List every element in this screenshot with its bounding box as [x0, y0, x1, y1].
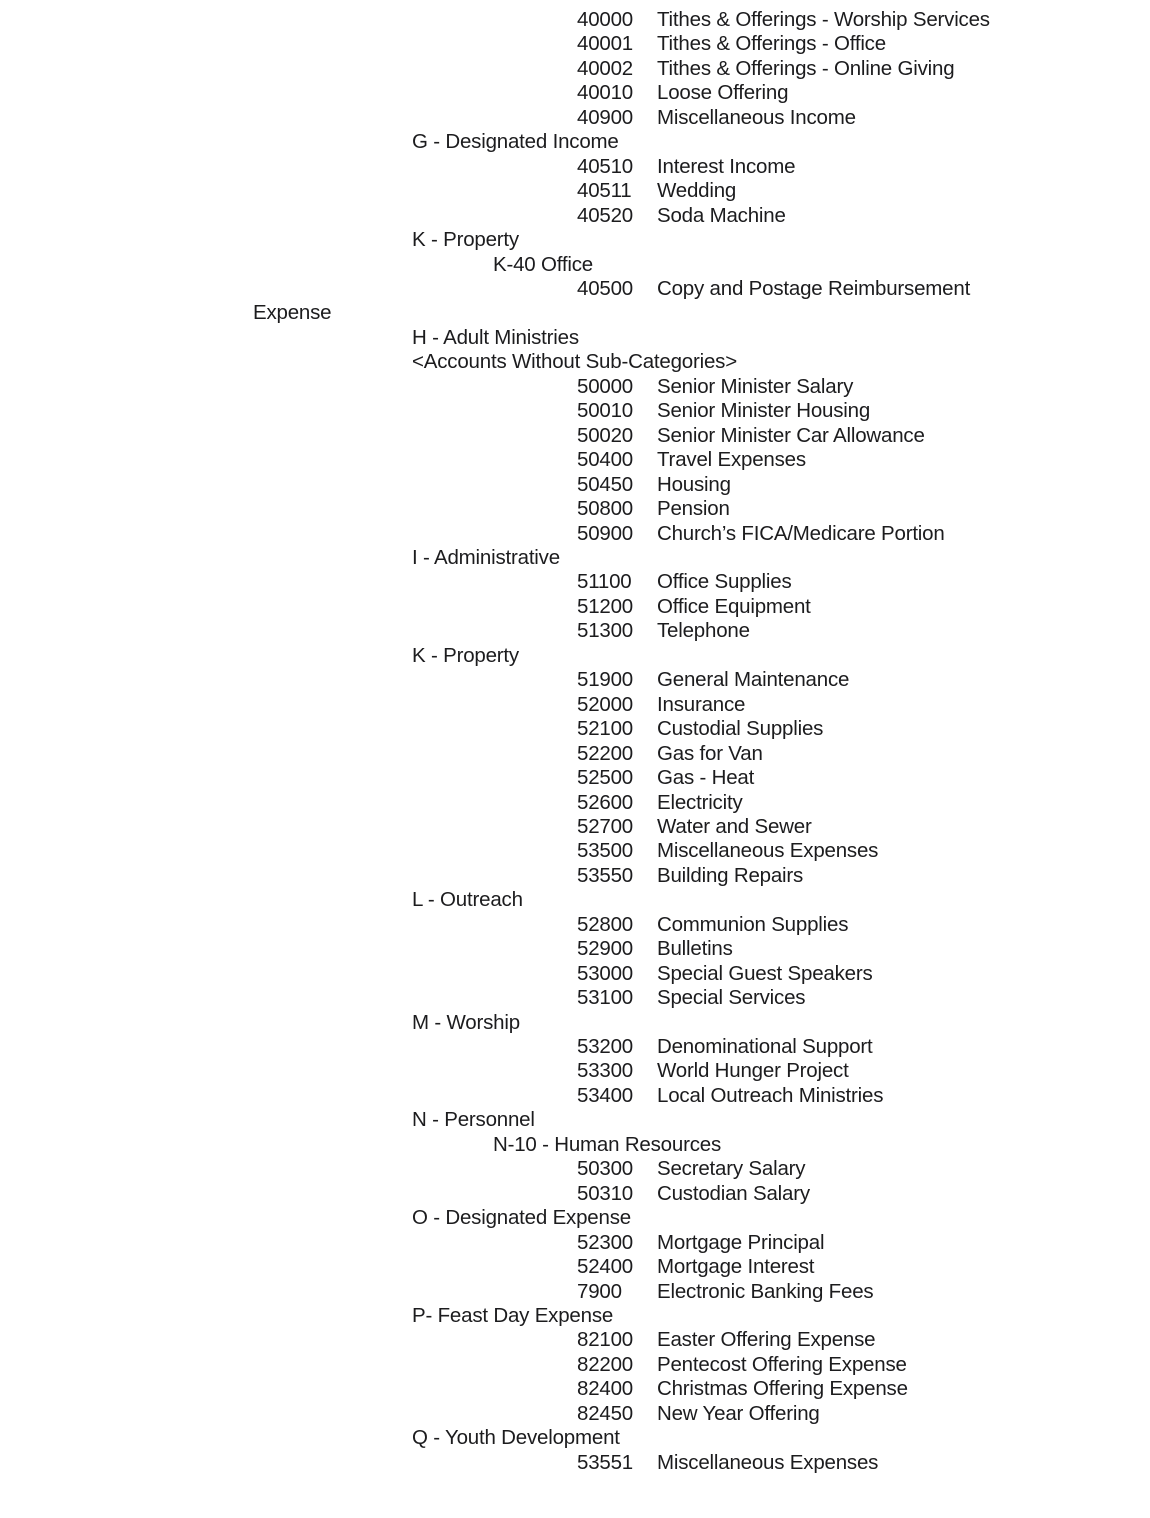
account-name: Electronic Banking Fees — [657, 1279, 874, 1303]
account-row — [0, 179, 1150, 203]
account-row — [0, 1402, 1150, 1426]
account-code: 50400 — [577, 448, 634, 472]
account-row — [0, 962, 1150, 986]
account-name: New Year Offering — [657, 1401, 820, 1425]
account-name: Tithes & Offerings - Online Giving — [657, 56, 955, 80]
account-code: 53300 — [577, 1059, 634, 1083]
account-row — [0, 1059, 1150, 1083]
account-row — [0, 277, 1150, 301]
account-name: Travel Expenses — [657, 448, 806, 472]
account-row — [0, 1035, 1150, 1059]
account-code: 53100 — [577, 986, 634, 1010]
account-name: Office Equipment — [657, 594, 811, 618]
account-row — [0, 1328, 1150, 1352]
account-code: 50000 — [577, 374, 634, 398]
account-name: Copy and Postage Reimbursement — [657, 276, 971, 300]
account-row — [0, 1255, 1150, 1279]
account-name: Denominational Support — [657, 1035, 873, 1059]
category-row — [0, 888, 1150, 912]
account-row — [0, 815, 1150, 839]
account-name: Gas - Heat — [657, 766, 755, 790]
account-name: Tithes & Offerings - Office — [657, 32, 886, 56]
account-code: 53500 — [577, 839, 634, 863]
account-list — [0, 8, 1150, 1475]
account-code: 51900 — [577, 668, 634, 692]
account-row — [0, 497, 1150, 521]
category-row — [0, 1426, 1150, 1450]
account-name: Interest Income — [657, 154, 796, 178]
account-code: 52900 — [577, 937, 634, 961]
subcategory-row — [0, 1133, 1150, 1157]
account-row — [0, 8, 1150, 32]
category-row — [0, 1108, 1150, 1132]
account-name: Electricity — [657, 790, 743, 814]
account-name: Custodial Supplies — [657, 717, 824, 741]
account-code: 52500 — [577, 766, 634, 790]
category-label: P- Feast Day Expense — [412, 1304, 614, 1328]
section-label: Expense — [253, 301, 332, 325]
account-code: 53000 — [577, 961, 634, 985]
account-code: 52800 — [577, 912, 634, 936]
account-name: Miscellaneous Income — [657, 105, 856, 129]
account-code: 40511 — [577, 179, 632, 203]
account-row — [0, 399, 1150, 423]
account-name: Telephone — [657, 619, 750, 643]
category-label: <Accounts Without Sub-Categories> — [412, 350, 737, 374]
account-code: 51200 — [577, 594, 634, 618]
account-code: 50300 — [577, 1157, 634, 1181]
account-code: 52300 — [577, 1230, 634, 1254]
account-row — [0, 1157, 1150, 1181]
account-name: Senior Minister Salary — [657, 374, 854, 398]
category-label: G - Designated Income — [412, 130, 619, 154]
category-label: O - Designated Expense — [412, 1206, 631, 1230]
account-code: 82450 — [577, 1401, 634, 1425]
account-code: 51300 — [577, 619, 634, 643]
account-code: 53200 — [577, 1035, 634, 1059]
account-name: Wedding — [657, 179, 737, 203]
account-name: Loose Offering — [657, 81, 789, 105]
category-row — [0, 1304, 1150, 1328]
category-row — [0, 1011, 1150, 1035]
account-code: 53400 — [577, 1083, 634, 1107]
account-name: General Maintenance — [657, 668, 850, 692]
account-code: 52200 — [577, 741, 634, 765]
category-row — [0, 644, 1150, 668]
account-row — [0, 1182, 1150, 1206]
account-row — [0, 473, 1150, 497]
account-row — [0, 766, 1150, 790]
account-code: 50900 — [577, 521, 634, 545]
account-code: 50010 — [577, 399, 634, 423]
subcategory-row — [0, 253, 1150, 277]
account-name: Easter Offering Expense — [657, 1328, 876, 1352]
account-row — [0, 155, 1150, 179]
account-name: Christmas Offering Expense — [657, 1377, 908, 1401]
section-row — [0, 301, 1150, 325]
account-name: Local Outreach Ministries — [657, 1083, 884, 1107]
account-name: Special Guest Speakers — [657, 961, 873, 985]
account-code: 50800 — [577, 497, 634, 521]
account-code: 52600 — [577, 790, 634, 814]
account-code: 50020 — [577, 423, 634, 447]
account-row — [0, 1353, 1150, 1377]
category-label: L - Outreach — [412, 888, 523, 912]
category-label: Q - Youth Development — [412, 1426, 620, 1450]
account-name: Senior Minister Housing — [657, 399, 871, 423]
subcategory-label: K-40 Office — [493, 252, 593, 276]
account-code: 52000 — [577, 692, 634, 716]
account-code: 50310 — [577, 1181, 634, 1205]
account-row — [0, 57, 1150, 81]
account-code: 82200 — [577, 1352, 634, 1376]
account-code: 50450 — [577, 472, 634, 496]
subcategory-label: N-10 - Human Resources — [493, 1132, 722, 1156]
account-row — [0, 32, 1150, 56]
account-code: 52100 — [577, 717, 634, 741]
account-code: 51100 — [577, 570, 632, 594]
account-row — [0, 522, 1150, 546]
account-row — [0, 424, 1150, 448]
category-row — [0, 546, 1150, 570]
category-row — [0, 1206, 1150, 1230]
account-row — [0, 448, 1150, 472]
account-code: 40001 — [577, 32, 634, 56]
account-row — [0, 106, 1150, 130]
account-name: Senior Minister Car Allowance — [657, 423, 925, 447]
category-label: N - Personnel — [412, 1108, 535, 1132]
account-code: 40010 — [577, 81, 634, 105]
account-name: Insurance — [657, 692, 746, 716]
account-name: Church’s FICA/Medicare Portion — [657, 521, 945, 545]
account-name: Pentecost Offering Expense — [657, 1352, 907, 1376]
account-name: Communion Supplies — [657, 912, 849, 936]
account-row — [0, 619, 1150, 643]
account-name: Bulletins — [657, 937, 733, 961]
category-label: M - Worship — [412, 1010, 520, 1034]
account-row — [0, 791, 1150, 815]
account-row — [0, 204, 1150, 228]
account-code: 52400 — [577, 1255, 634, 1279]
account-name: Pension — [657, 497, 730, 521]
account-name: World Hunger Project — [657, 1059, 849, 1083]
account-row — [0, 595, 1150, 619]
account-code: 82100 — [577, 1328, 634, 1352]
account-name: Building Repairs — [657, 863, 804, 887]
account-name: Secretary Salary — [657, 1157, 806, 1181]
account-row — [0, 693, 1150, 717]
account-row — [0, 717, 1150, 741]
category-row — [0, 228, 1150, 252]
account-code: 53551 — [577, 1450, 634, 1474]
account-name: Special Services — [657, 986, 806, 1010]
account-row — [0, 570, 1150, 594]
account-name: Tithes & Offerings - Worship Services — [657, 8, 990, 31]
account-name: Custodian Salary — [657, 1181, 810, 1205]
category-label: I - Administrative — [412, 545, 560, 569]
account-row — [0, 864, 1150, 888]
account-row — [0, 986, 1150, 1010]
account-row — [0, 1451, 1150, 1475]
account-row — [0, 1377, 1150, 1401]
account-row — [0, 1084, 1150, 1108]
account-name: Office Supplies — [657, 570, 792, 594]
category-row — [0, 350, 1150, 374]
account-code: 40510 — [577, 154, 634, 178]
account-name: Water and Sewer — [657, 814, 812, 838]
account-name: Gas for Van — [657, 741, 763, 765]
account-row — [0, 913, 1150, 937]
account-code: 40500 — [577, 276, 634, 300]
account-code: 82400 — [577, 1377, 634, 1401]
category-label: K - Property — [412, 643, 519, 667]
account-name: Mortgage Principal — [657, 1230, 825, 1254]
category-label: K - Property — [412, 228, 519, 252]
account-row — [0, 81, 1150, 105]
account-code: 7900 — [577, 1279, 622, 1303]
account-row — [0, 742, 1150, 766]
account-name: Miscellaneous Expenses — [657, 1450, 879, 1474]
account-code: 40002 — [577, 56, 634, 80]
category-row — [0, 326, 1150, 350]
account-code: 52700 — [577, 814, 634, 838]
account-row — [0, 1280, 1150, 1304]
account-code: 40900 — [577, 105, 634, 129]
account-name: Soda Machine — [657, 203, 786, 227]
account-code: 40520 — [577, 203, 634, 227]
account-row — [0, 668, 1150, 692]
account-name: Miscellaneous Expenses — [657, 839, 879, 863]
account-name: Housing — [657, 472, 731, 496]
account-row — [0, 375, 1150, 399]
account-row — [0, 937, 1150, 961]
account-code: 40000 — [577, 8, 634, 31]
account-name: Mortgage Interest — [657, 1255, 815, 1279]
category-label: H - Adult Ministries — [412, 325, 579, 349]
account-row — [0, 1231, 1150, 1255]
category-row — [0, 130, 1150, 154]
account-row — [0, 839, 1150, 863]
account-code: 53550 — [577, 863, 634, 887]
